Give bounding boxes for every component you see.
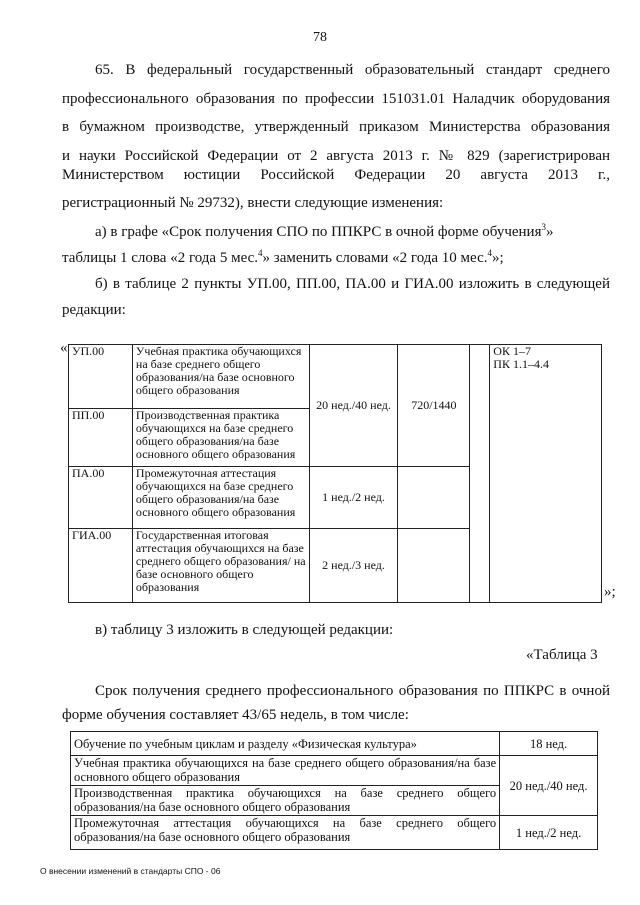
item-a-line2: таблицы 1 слова «2 года 5 мес.$^4$» заменить словами «2 года 10 мес.$^4$»; — [62, 248, 504, 266]
table3-text: Производственная практика обучающихся на базе среднего общего образования/на базе основного общего образования — [71, 786, 500, 816]
table2-code: ПП.00 — [69, 409, 133, 467]
table2-empty-col — [470, 345, 490, 603]
page-number: 78 — [313, 30, 327, 45]
table2-text: Учебная практика обучающихся на базе среднего общего образования/на базе основного общего образования — [132, 345, 309, 409]
para65-line1: 65. В федеральный государственный образовательный стандарт среднего — [95, 62, 610, 78]
table3-text: Обучение по учебным циклам и разделу «Физическая культура» — [71, 732, 500, 756]
footer-note: О внесении изменений в стандарты СПО - 06 — [40, 866, 221, 876]
item-a-line1: а) в графе «Срок получения СПО по ППКРС в очной форме обучения$^3$» — [95, 222, 554, 240]
table2-code: ГИА.00 — [69, 529, 133, 603]
table2-text: Производственная практика обучающихся на базе среднего общего образования/на базе основного общего образования — [132, 409, 309, 467]
item-b-line2: редакции: — [62, 302, 126, 318]
table3-intro-line2: форме обучения составляет 43/65 недель, в том числе: — [62, 707, 409, 723]
table3-row — [71, 756, 598, 786]
table2-empty-cell — [398, 529, 470, 603]
table3-row — [71, 732, 598, 756]
table2-row-up — [69, 345, 602, 409]
item-v-text: в) таблицу 3 изложить в следующей редакции: — [95, 622, 394, 638]
table3 — [70, 731, 598, 850]
table2-weeks: 1 нед./2 нед. — [309, 467, 398, 529]
table3-text: Учебная практика обучающихся на базе среднего общего образования/на базе основного общего образования — [71, 756, 500, 786]
table3-value: 18 нед. — [500, 732, 598, 756]
table2-text: Промежуточная аттестация обучающихся на базе среднего общего образования/на базе основного общего образования — [132, 467, 309, 529]
table2-weeks: 20 нед./40 нед. — [309, 345, 398, 467]
item-b-line1: б) в таблице 2 пункты УП.00, ПП.00, ПА.00 и ГИА.00 изложить в следующей — [95, 276, 610, 292]
table2-open-quote: « — [60, 340, 68, 356]
competency-pk: ПК 1.1–4.4 — [493, 357, 549, 371]
table2-hours: 720/1440 — [398, 345, 470, 467]
para65-line2: профессионального образования по профессии 151031.01 Наладчик оборудования — [62, 91, 610, 107]
table2-close-mark: »; — [604, 584, 616, 600]
table2-text: Государственная итоговая аттестация обучающихся на базе среднего общего образования/ на базе основного общего образования — [132, 529, 309, 603]
para65-line3: в бумажном производстве, утвержденный приказом Министерства образования — [62, 119, 610, 135]
para65-line5: Министерством юстиции Российской Федерации 20 августа 2013 г., — [62, 167, 610, 183]
competency-ok: ОК 1–7 — [493, 344, 531, 358]
table3-intro-line1: Срок получения среднего профессионального образования по ППКРС в очной — [95, 683, 610, 699]
table2-competencies — [490, 345, 602, 603]
table2-code: ПА.00 — [69, 467, 133, 529]
table2 — [68, 344, 602, 603]
table3-row — [71, 816, 598, 850]
para65-line6: регистрационный № 29732), внести следующие изменения: — [62, 195, 444, 211]
table3-value: 20 нед./40 нед. — [500, 756, 598, 816]
table3-text: Промежуточная аттестация обучающихся на базе среднего общего образования/на базе основного общего образования — [71, 816, 500, 850]
table2-code: УП.00 — [69, 345, 133, 409]
table3-label: «Таблица 3 — [526, 647, 598, 663]
para65-line4: и науки Российской Федерации от 2 августа 2013 г. № 829 (зарегистрирован — [62, 148, 610, 164]
table2-weeks: 2 нед./3 нед. — [309, 529, 398, 603]
table2-empty-cell — [398, 467, 470, 529]
table3-value: 1 нед./2 нед. — [500, 816, 598, 850]
